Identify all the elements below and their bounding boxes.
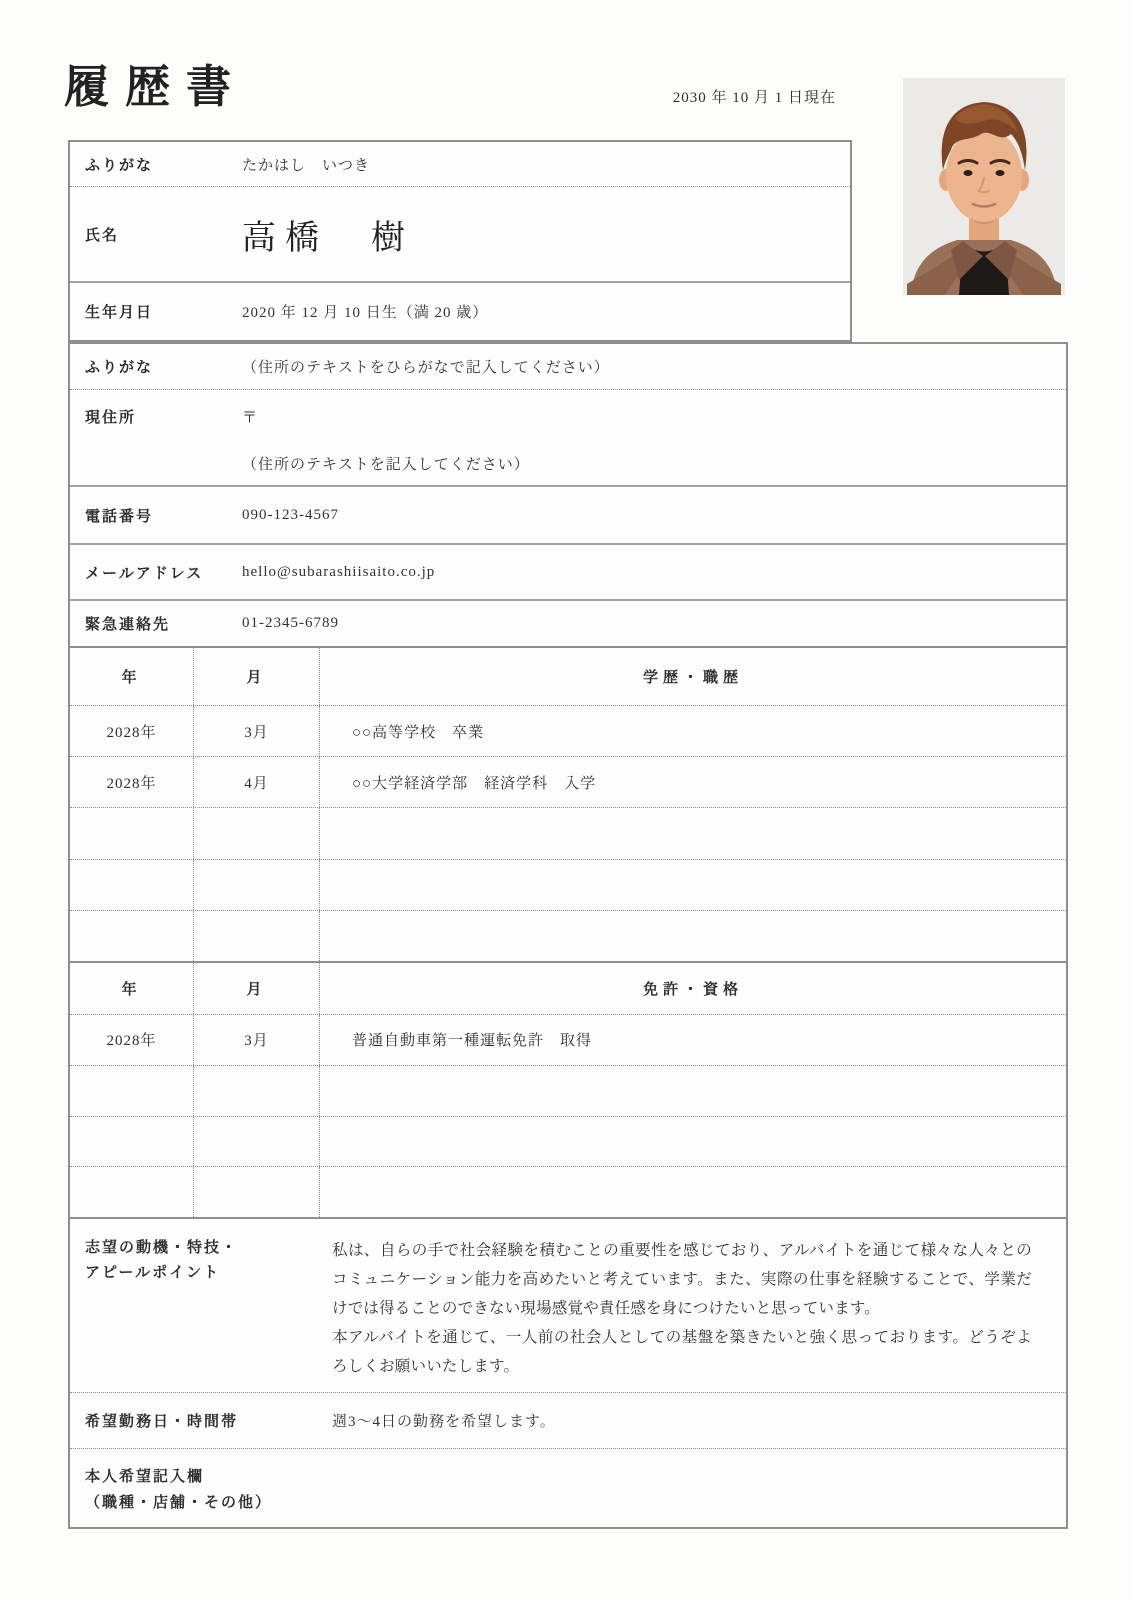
license-row <box>70 1116 1066 1167</box>
address-furigana-row <box>70 344 1066 390</box>
education-history-table <box>68 646 1068 963</box>
personal-requests-label: 本人希望記入欄 <box>85 1469 205 1485</box>
license-year-cell: 2028年 <box>70 1015 194 1065</box>
license-month-cell <box>194 1167 320 1217</box>
education-month-cell <box>194 911 320 961</box>
appeal-text <box>332 1236 1032 1381</box>
address-furigana-label: ふりがな <box>85 360 154 376</box>
license-year-cell <box>70 1167 194 1217</box>
education-month-cell <box>194 808 320 858</box>
education-detail-cell <box>320 911 1066 961</box>
address-contact-section <box>68 342 1068 648</box>
education-year-cell <box>70 808 194 858</box>
education-year-cell: 2028年 <box>70 706 194 756</box>
work-schedule-label: 希望勤務日・時間帯 <box>85 1414 239 1430</box>
license-month-header: 月 <box>194 963 320 1014</box>
license-row <box>70 1014 1066 1065</box>
education-row <box>70 756 1066 807</box>
education-month-cell <box>194 860 320 910</box>
license-detail-cell: 普通自動車第一種運転免許 取得 <box>352 1033 593 1050</box>
email-row <box>70 543 1066 599</box>
phone-value: 090-123-4567 <box>242 506 339 523</box>
education-month-cell: 4月 <box>194 757 320 807</box>
education-row <box>70 807 1066 858</box>
work-schedule-row <box>70 1393 1066 1449</box>
name-furigana-value: たかはし いつき <box>242 157 371 174</box>
address-row <box>70 390 1066 485</box>
birthdate-label: 生年月日 <box>85 305 154 321</box>
email-value: hello@subarashiisaito.co.jp <box>242 563 436 580</box>
education-detail-cell: ○○大学経済学部 経済学科 入学 <box>352 775 597 792</box>
appeal-paragraph: 私は、自らの手で社会経験を積むことの重要性を感じており、アルバイトを通じて様々な人々とのコミュニケーション能力を高めたいと考えています。また、実際の仕事を経験することで、学業だけでは得ることのできない現場感覚や責任感を身につけたいと思っています。 <box>332 1242 1032 1317</box>
name-row <box>70 187 850 283</box>
education-month-cell: 3月 <box>194 706 320 756</box>
address-furigana-value: （住所のテキストをひらがなで記入してください） <box>242 360 610 376</box>
education-row <box>70 705 1066 756</box>
appeal-label: 志望の動機・特技・アピールポイント <box>85 1240 239 1281</box>
licenses-table <box>68 961 1068 1219</box>
date-note: 2030 年 10 月 1 日現在 <box>672 90 836 106</box>
emergency-contact-value: 01-2345-6789 <box>242 615 339 631</box>
license-month-cell <box>194 1117 320 1167</box>
birthdate-row <box>70 283 850 340</box>
appeal-row <box>70 1219 1066 1393</box>
license-month-cell <box>194 1066 320 1116</box>
phone-row <box>70 485 1066 543</box>
license-year-cell <box>70 1117 194 1167</box>
education-row <box>70 859 1066 910</box>
license-detail-cell <box>320 1066 1066 1116</box>
license-year-cell <box>70 1066 194 1116</box>
licenses-header-row <box>70 963 1066 1014</box>
postal-mark: 〒 <box>242 410 258 426</box>
address-label: 現住所 <box>85 410 137 426</box>
education-detail-cell <box>320 808 1066 858</box>
personal-requests-row <box>70 1449 1066 1527</box>
applicant-photo <box>903 78 1065 295</box>
emergency-contact-row <box>70 599 1066 646</box>
license-detail-cell <box>320 1167 1066 1217</box>
portrait-photo-illustration <box>903 78 1065 295</box>
license-detail-header: 免許・資格 <box>642 982 743 998</box>
appeal-preferences-section <box>68 1217 1068 1529</box>
education-month-header: 月 <box>194 648 320 705</box>
education-year-cell: 2028年 <box>70 757 194 807</box>
birthdate-value: 2020 年 12 月 10 日生（満 20 歳） <box>242 305 489 321</box>
address-value <box>242 406 530 474</box>
work-schedule-value: 週3〜4日の勤務を希望します。 <box>332 1414 556 1430</box>
phone-label: 電話番号 <box>85 508 154 525</box>
education-detail-header: 学歴・職歴 <box>642 670 743 686</box>
education-detail-cell <box>320 860 1066 910</box>
emergency-contact-label: 緊急連絡先 <box>85 617 171 633</box>
education-year-cell <box>70 911 194 961</box>
email-label: メールアドレス <box>85 565 204 582</box>
name-label: 氏名 <box>85 227 120 244</box>
education-year-cell <box>70 860 194 910</box>
education-detail-cell: ○○高等学校 卒業 <box>352 724 485 741</box>
license-detail-cell <box>320 1117 1066 1167</box>
address-placeholder: （住所のテキストを記入してください） <box>242 457 530 473</box>
name-value: 高橋 樹 <box>242 219 414 257</box>
identity-section <box>68 140 852 342</box>
page-title: 履歴書 <box>64 62 248 112</box>
name-furigana-label: ふりがな <box>85 157 154 174</box>
license-month-cell: 3月 <box>194 1015 320 1065</box>
license-year-header: 年 <box>70 963 194 1014</box>
appeal-paragraph: 本アルバイトを通じて、一人前の社会人としての基盤を築きたいと強く思っております。どうぞよろしくお願いいたします。 <box>332 1329 1032 1375</box>
education-history-header-row <box>70 648 1066 705</box>
personal-requests-label-note: （職種・店舗・その他） <box>85 1495 273 1511</box>
license-row <box>70 1166 1066 1217</box>
license-row <box>70 1065 1066 1116</box>
education-year-header: 年 <box>70 648 194 705</box>
name-furigana-row <box>70 142 850 187</box>
education-row <box>70 910 1066 961</box>
